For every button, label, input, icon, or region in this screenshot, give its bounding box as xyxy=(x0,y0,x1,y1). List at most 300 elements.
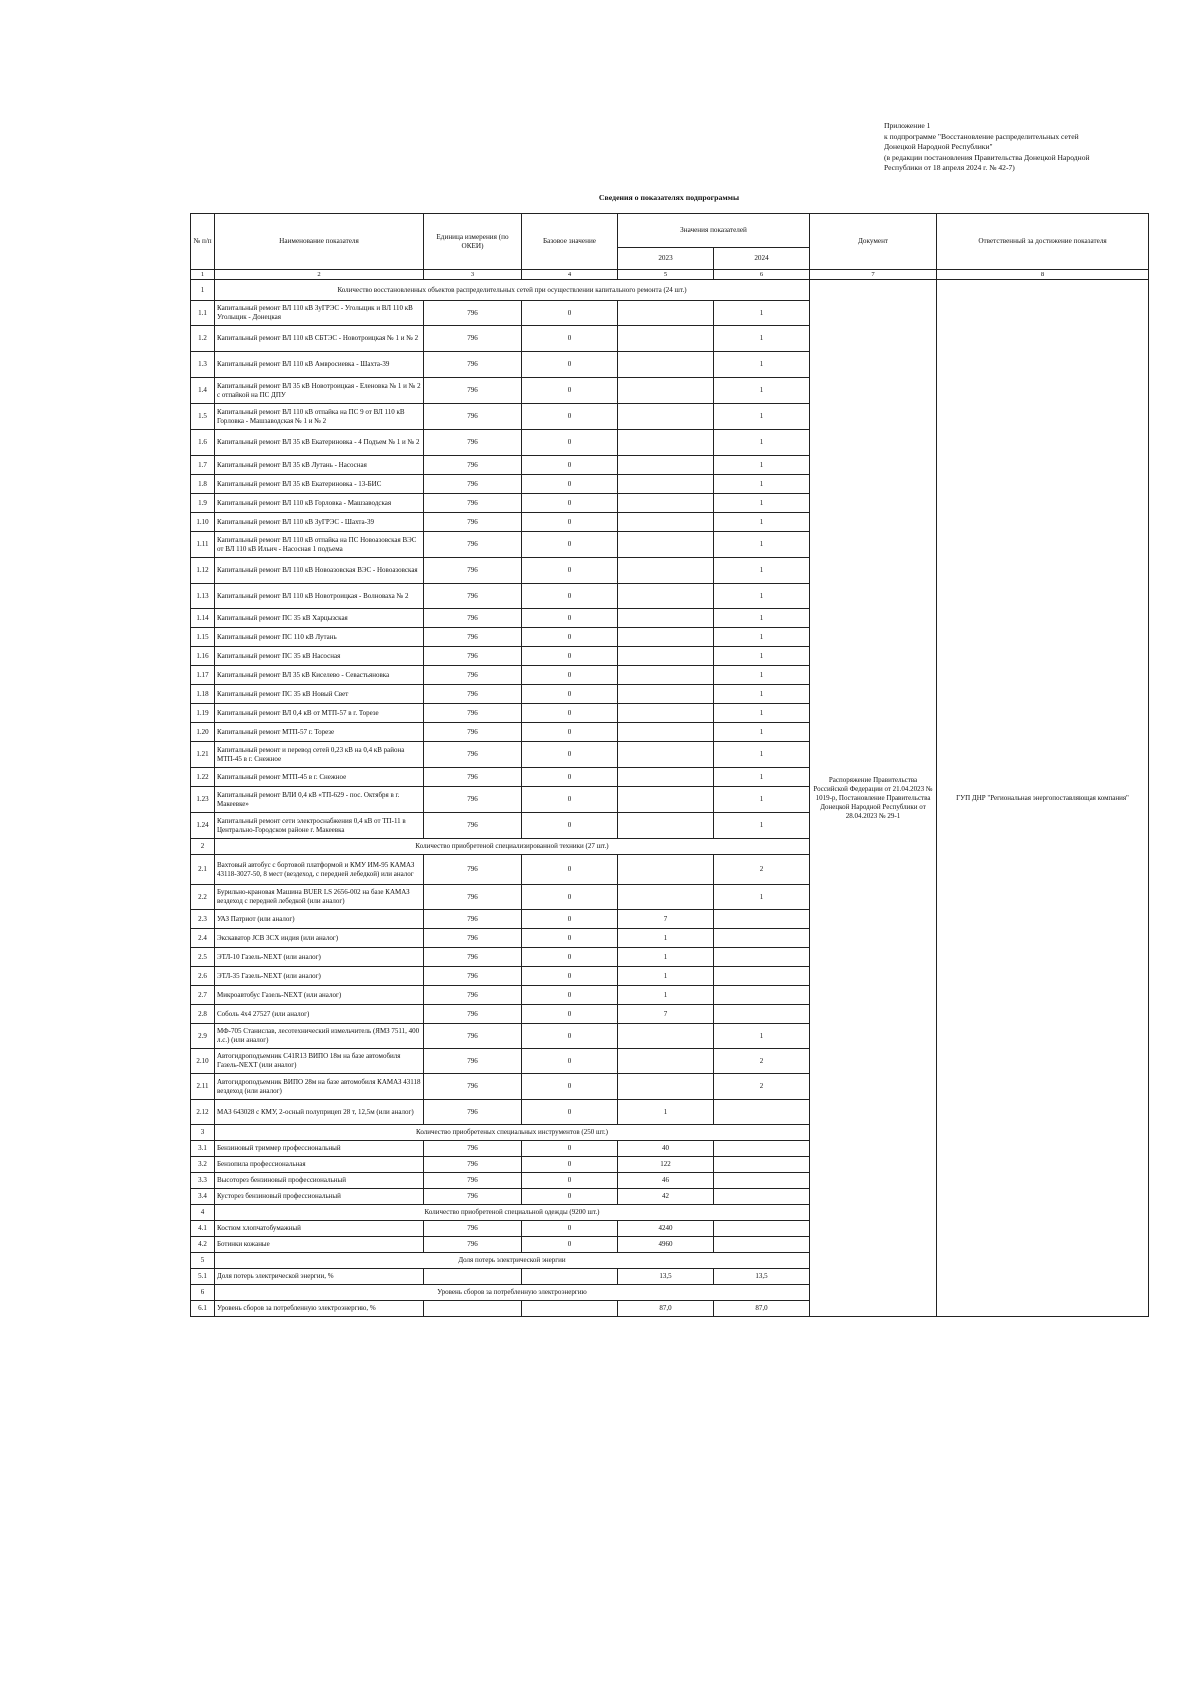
row-number: 2.7 xyxy=(191,986,215,1005)
indicator-name: Капитальный ремонт ПС 35 кВ Новый Свет xyxy=(215,685,424,704)
value-2024 xyxy=(714,1237,810,1253)
value-2024: 2 xyxy=(714,1074,810,1100)
unit-code: 796 xyxy=(424,1074,522,1100)
value-2023 xyxy=(618,456,714,475)
section-number: 1 xyxy=(191,280,215,301)
colnum: 4 xyxy=(522,270,618,280)
row-number: 5.1 xyxy=(191,1269,215,1285)
section-title: Количество приобретеной специальной одежды (9200 шт.) xyxy=(215,1205,810,1221)
unit-code: 796 xyxy=(424,1173,522,1189)
value-2024: 87,0 xyxy=(714,1301,810,1317)
value-2023 xyxy=(618,1074,714,1100)
value-2023 xyxy=(618,430,714,456)
indicator-name: Капитальный ремонт МТП-45 в г. Снежное xyxy=(215,768,424,787)
indicator-name: УАЗ Патриот (или аналог) xyxy=(215,910,424,929)
base-value: 0 xyxy=(522,352,618,378)
indicator-name: Бензопила профессиональная xyxy=(215,1157,424,1173)
base-value: 0 xyxy=(522,628,618,647)
value-2024: 1 xyxy=(714,704,810,723)
value-2023: 4960 xyxy=(618,1237,714,1253)
row-number: 1.10 xyxy=(191,513,215,532)
unit-code: 796 xyxy=(424,742,522,768)
base-value: 0 xyxy=(522,704,618,723)
base-value: 0 xyxy=(522,787,618,813)
value-2023: 13,5 xyxy=(618,1269,714,1285)
value-2024: 2 xyxy=(714,1049,810,1074)
row-number: 2.2 xyxy=(191,885,215,910)
unit-code: 796 xyxy=(424,475,522,494)
value-2023: 1 xyxy=(618,967,714,986)
base-value: 0 xyxy=(522,768,618,787)
section-title: Количество приобретеных специальных инструментов (250 шт.) xyxy=(215,1125,810,1141)
unit-code: 796 xyxy=(424,1049,522,1074)
value-2024: 1 xyxy=(714,352,810,378)
unit-code: 796 xyxy=(424,1024,522,1049)
indicator-name: ЭТЛ-35 Газель-NEXT (или аналог) xyxy=(215,967,424,986)
value-2023 xyxy=(618,855,714,885)
value-2023: 122 xyxy=(618,1157,714,1173)
indicator-name: Капитальный ремонт ВЛ 35 кВ Киселево - Севастьяновка xyxy=(215,666,424,685)
row-number: 1.7 xyxy=(191,456,215,475)
row-number: 1.6 xyxy=(191,430,215,456)
base-value: 0 xyxy=(522,1237,618,1253)
value-2024: 1 xyxy=(714,558,810,584)
section-title: Уровень сборов за потребленную электроэнергию xyxy=(215,1285,810,1301)
value-2024 xyxy=(714,910,810,929)
indicator-name: Микроавтобус Газель-NEXT (или аналог) xyxy=(215,986,424,1005)
indicator-name: Капитальный ремонт сети электроснабжения 0,4 кВ от ТП-11 в Центрально-Городском районе г. Макеевка xyxy=(215,813,424,839)
header-unit: Единица измерения (по ОКЕИ) xyxy=(424,214,522,270)
base-value: 0 xyxy=(522,301,618,326)
unit-code: 796 xyxy=(424,456,522,475)
indicator-name: Кусторез бензиновый профессиональный xyxy=(215,1189,424,1205)
value-2024: 1 xyxy=(714,513,810,532)
indicator-name: Костюм хлопчатобумажный xyxy=(215,1221,424,1237)
unit-code: 796 xyxy=(424,787,522,813)
base-value: 0 xyxy=(522,1141,618,1157)
indicator-name: Уровень сборов за потребленную электроэнергию, % xyxy=(215,1301,424,1317)
unit-code: 796 xyxy=(424,1100,522,1125)
responsible-cell: ГУП ДНР "Региональная энергопоставляющая компания" xyxy=(937,280,1149,1317)
column-number-row xyxy=(191,270,1149,280)
row-number: 2.4 xyxy=(191,929,215,948)
indicator-name: Капитальный ремонт ВЛ 110 кВ Новотроицкая - Волноваха № 2 xyxy=(215,584,424,609)
unit-code: 796 xyxy=(424,301,522,326)
unit-code: 796 xyxy=(424,513,522,532)
header-name: Наименование показателя xyxy=(215,214,424,270)
unit-code: 796 xyxy=(424,704,522,723)
row-number: 2.11 xyxy=(191,1074,215,1100)
header-num: № п/п xyxy=(191,214,215,270)
colnum: 7 xyxy=(810,270,937,280)
indicators-table xyxy=(190,213,1149,1317)
header-values: Значения показателей xyxy=(618,214,810,248)
row-number: 3.3 xyxy=(191,1173,215,1189)
base-value: 0 xyxy=(522,326,618,352)
base-value: 0 xyxy=(522,1024,618,1049)
unit-code: 796 xyxy=(424,430,522,456)
base-value: 0 xyxy=(522,456,618,475)
indicator-name: Бензиновый триммер профессиональный xyxy=(215,1141,424,1157)
value-2024 xyxy=(714,986,810,1005)
unit-code: 796 xyxy=(424,558,522,584)
indicator-name: Капитальный ремонт ВЛ 35 кВ Екатериновка - 4 Подъем № 1 и № 2 xyxy=(215,430,424,456)
base-value: 0 xyxy=(522,742,618,768)
unit-code: 796 xyxy=(424,885,522,910)
header-year-2024: 2024 xyxy=(714,248,810,270)
value-2023 xyxy=(618,1024,714,1049)
base-value: 0 xyxy=(522,494,618,513)
section-number: 6 xyxy=(191,1285,215,1301)
value-2023 xyxy=(618,584,714,609)
unit-code: 796 xyxy=(424,532,522,558)
value-2023 xyxy=(618,647,714,666)
value-2024: 1 xyxy=(714,768,810,787)
unit-code: 796 xyxy=(424,1237,522,1253)
row-number: 2.1 xyxy=(191,855,215,885)
base-value: 0 xyxy=(522,1189,618,1205)
value-2024: 1 xyxy=(714,456,810,475)
value-2024: 1 xyxy=(714,628,810,647)
value-2024: 1 xyxy=(714,787,810,813)
value-2023 xyxy=(618,558,714,584)
indicator-name: Капитальный ремонт и перевод сетей 0,23 кВ на 0,4 кВ района МТП-45 в г. Снежное xyxy=(215,742,424,768)
base-value: 0 xyxy=(522,1157,618,1173)
base-value: 0 xyxy=(522,666,618,685)
unit-code: 796 xyxy=(424,929,522,948)
indicator-name: Высоторез бензиновый профессиональный xyxy=(215,1173,424,1189)
unit-code: 796 xyxy=(424,813,522,839)
section-number: 4 xyxy=(191,1205,215,1221)
unit-code: 796 xyxy=(424,1141,522,1157)
value-2023 xyxy=(618,494,714,513)
value-2023: 1 xyxy=(618,948,714,967)
base-value xyxy=(522,1301,618,1317)
unit-code: 796 xyxy=(424,855,522,885)
header-year-2023: 2023 xyxy=(618,248,714,270)
value-2023 xyxy=(618,1049,714,1074)
row-number: 1.5 xyxy=(191,404,215,430)
value-2024 xyxy=(714,1221,810,1237)
value-2024: 1 xyxy=(714,1024,810,1049)
base-value: 0 xyxy=(522,647,618,666)
base-value: 0 xyxy=(522,513,618,532)
indicator-name: Капитальный ремонт ВЛИ 0,4 кВ «ТП-629 - пос. Октября в г. Макеевке» xyxy=(215,787,424,813)
unit-code xyxy=(424,1301,522,1317)
value-2024 xyxy=(714,929,810,948)
unit-code: 796 xyxy=(424,948,522,967)
base-value: 0 xyxy=(522,404,618,430)
value-2024 xyxy=(714,1100,810,1125)
value-2024: 1 xyxy=(714,475,810,494)
section-row xyxy=(191,280,1149,301)
value-2024: 1 xyxy=(714,494,810,513)
colnum: 3 xyxy=(424,270,522,280)
value-2024: 13,5 xyxy=(714,1269,810,1285)
unit-code: 796 xyxy=(424,768,522,787)
unit-code: 796 xyxy=(424,628,522,647)
value-2023: 1 xyxy=(618,929,714,948)
colnum: 5 xyxy=(618,270,714,280)
row-number: 3.2 xyxy=(191,1157,215,1173)
appendix-line: к подпрограмме "Восстановление распределительных сетей xyxy=(884,131,1079,141)
indicator-name: Капитальный ремонт ВЛ 110 кВ ЗуГРЭС - Шахта-39 xyxy=(215,513,424,532)
base-value: 0 xyxy=(522,723,618,742)
unit-code: 796 xyxy=(424,986,522,1005)
value-2024: 1 xyxy=(714,609,810,628)
header-document: Документ xyxy=(810,214,937,270)
value-2023 xyxy=(618,378,714,404)
indicator-name: МАЗ 643028 с КМУ, 2-осный полуприцеп 28 т, 12,5м (или аналог) xyxy=(215,1100,424,1125)
unit-code: 796 xyxy=(424,1189,522,1205)
value-2024 xyxy=(714,948,810,967)
row-number: 1.9 xyxy=(191,494,215,513)
value-2023: 4240 xyxy=(618,1221,714,1237)
unit-code: 796 xyxy=(424,723,522,742)
unit-code: 796 xyxy=(424,584,522,609)
indicator-name: Экскаватор JCB 3CX индия (или аналог) xyxy=(215,929,424,948)
row-number: 1.18 xyxy=(191,685,215,704)
base-value: 0 xyxy=(522,532,618,558)
unit-code: 796 xyxy=(424,494,522,513)
row-number: 1.1 xyxy=(191,301,215,326)
base-value: 0 xyxy=(522,475,618,494)
value-2024: 1 xyxy=(714,723,810,742)
row-number: 3.1 xyxy=(191,1141,215,1157)
row-number: 1.8 xyxy=(191,475,215,494)
section-title: Количество приобретеной специализированной техники (27 шт.) xyxy=(215,839,810,855)
value-2023 xyxy=(618,352,714,378)
value-2023 xyxy=(618,475,714,494)
indicator-name: МФ-705 Станислав, лесотехнический измельчитель (ЯМЗ 7511, 400 л.с.) (или аналог) xyxy=(215,1024,424,1049)
row-number: 1.21 xyxy=(191,742,215,768)
value-2023 xyxy=(618,723,714,742)
unit-code: 796 xyxy=(424,967,522,986)
value-2023 xyxy=(618,704,714,723)
value-2024: 1 xyxy=(714,326,810,352)
value-2023: 7 xyxy=(618,910,714,929)
unit-code: 796 xyxy=(424,378,522,404)
document-title: Сведения о показателях подпрограммы xyxy=(598,193,740,202)
value-2024 xyxy=(714,1005,810,1024)
value-2023 xyxy=(618,685,714,704)
colnum: 6 xyxy=(714,270,810,280)
header-responsible: Ответственный за достижение показателя xyxy=(937,214,1149,270)
indicator-name: Автогидроподъемник C41R13 ВИПО 18м на базе автомобиля Газель-NEXT (или аналог) xyxy=(215,1049,424,1074)
row-number: 1.19 xyxy=(191,704,215,723)
row-number: 4.1 xyxy=(191,1221,215,1237)
appendix-line: (в редакции постановления Правительства Донецкой Народной xyxy=(884,152,1090,162)
row-number: 1.12 xyxy=(191,558,215,584)
base-value: 0 xyxy=(522,1074,618,1100)
unit-code: 796 xyxy=(424,352,522,378)
colnum: 8 xyxy=(937,270,1149,280)
value-2023: 1 xyxy=(618,1100,714,1125)
value-2024: 1 xyxy=(714,647,810,666)
row-number: 1.13 xyxy=(191,584,215,609)
row-number: 2.10 xyxy=(191,1049,215,1074)
appendix-line: Приложение 1 xyxy=(884,121,931,130)
appendix-note xyxy=(884,121,1174,174)
base-value: 0 xyxy=(522,609,618,628)
row-number: 2.6 xyxy=(191,967,215,986)
indicator-name: Капитальный ремонт ПС 35 кВ Харцызская xyxy=(215,609,424,628)
value-2023: 46 xyxy=(618,1173,714,1189)
base-value: 0 xyxy=(522,813,618,839)
appendix-line: Республики от 18 апреля 2024 г. № 42-7) xyxy=(884,163,1015,173)
value-2024: 1 xyxy=(714,885,810,910)
value-2023 xyxy=(618,301,714,326)
row-number: 1.3 xyxy=(191,352,215,378)
value-2023 xyxy=(618,813,714,839)
base-value: 0 xyxy=(522,558,618,584)
value-2024: 1 xyxy=(714,378,810,404)
value-2024: 2 xyxy=(714,855,810,885)
indicator-name: Капитальный ремонт ВЛ 35 кВ Лутань - Насосная xyxy=(215,456,424,475)
row-number: 1.4 xyxy=(191,378,215,404)
indicator-name: Капитальный ремонт ВЛ 110 кВ СБТЭС - Новотроицкая № 1 и № 2 xyxy=(215,326,424,352)
header-base: Базовое значение xyxy=(522,214,618,270)
indicator-name: Ботинки кожаные xyxy=(215,1237,424,1253)
value-2023 xyxy=(618,628,714,647)
unit-code: 796 xyxy=(424,609,522,628)
indicator-name: Капитальный ремонт ВЛ 0,4 кВ от МТП-57 в г. Торезе xyxy=(215,704,424,723)
colnum: 2 xyxy=(215,270,424,280)
value-2023 xyxy=(618,609,714,628)
value-2024 xyxy=(714,1189,810,1205)
value-2024 xyxy=(714,967,810,986)
value-2024: 1 xyxy=(714,404,810,430)
base-value: 0 xyxy=(522,967,618,986)
value-2024 xyxy=(714,1157,810,1173)
section-title: Доля потерь электрической энергии xyxy=(215,1253,810,1269)
unit-code: 796 xyxy=(424,685,522,704)
unit-code: 796 xyxy=(424,1221,522,1237)
row-number: 2.8 xyxy=(191,1005,215,1024)
value-2024 xyxy=(714,1173,810,1189)
indicator-name: ЭТЛ-10 Газель-NEXT (или аналог) xyxy=(215,948,424,967)
section-number: 3 xyxy=(191,1125,215,1141)
indicator-name: Капитальный ремонт ВЛ 110 кВ Амвросиевка - Шахта-39 xyxy=(215,352,424,378)
row-number: 1.11 xyxy=(191,532,215,558)
base-value: 0 xyxy=(522,1221,618,1237)
base-value: 0 xyxy=(522,929,618,948)
row-number: 6.1 xyxy=(191,1301,215,1317)
value-2023 xyxy=(618,326,714,352)
row-number: 1.22 xyxy=(191,768,215,787)
value-2023: 42 xyxy=(618,1189,714,1205)
indicator-name: Вахтовый автобус с бортовой платформой и КМУ ИМ-95 КАМАЗ 43118-3027-50, 8 мест (вездеход, с передней лебедкой) или аналог xyxy=(215,855,424,885)
document-cell: Распоряжение Правительства Российской Федерации от 21.04.2023 № 1019-р, Постановление Правительства Донецкой Народной Республики от 28.04.2023 № 29-1 xyxy=(810,280,937,1317)
value-2024: 1 xyxy=(714,584,810,609)
base-value: 0 xyxy=(522,885,618,910)
value-2023 xyxy=(618,666,714,685)
indicator-name: Капитальный ремонт ВЛ 110 кВ отпайка на ПС 9 от ВЛ 110 кВ Горловка - Машзаводская № 1 и № 2 xyxy=(215,404,424,430)
base-value: 0 xyxy=(522,1049,618,1074)
indicator-name: Доля потерь электрической энергии, % xyxy=(215,1269,424,1285)
row-number: 3.4 xyxy=(191,1189,215,1205)
value-2023 xyxy=(618,513,714,532)
value-2023: 87,0 xyxy=(618,1301,714,1317)
row-number: 1.17 xyxy=(191,666,215,685)
indicator-name: Капитальный ремонт МТП-57 г. Торезе xyxy=(215,723,424,742)
row-number: 2.9 xyxy=(191,1024,215,1049)
section-number: 2 xyxy=(191,839,215,855)
base-value: 0 xyxy=(522,855,618,885)
value-2024: 1 xyxy=(714,301,810,326)
value-2024 xyxy=(714,1141,810,1157)
value-2024: 1 xyxy=(714,742,810,768)
base-value: 0 xyxy=(522,948,618,967)
value-2023 xyxy=(618,404,714,430)
value-2023: 40 xyxy=(618,1141,714,1157)
base-value xyxy=(522,1269,618,1285)
base-value: 0 xyxy=(522,986,618,1005)
value-2023 xyxy=(618,742,714,768)
indicator-name: Капитальный ремонт ВЛ 110 кВ Новоазовская ВЭС - Новоазовская xyxy=(215,558,424,584)
indicator-name: Капитальный ремонт ВЛ 110 кВ ЗуГРЭС - Угольщик и ВЛ 110 кВ Угольщик - Донецкая xyxy=(215,301,424,326)
value-2024: 1 xyxy=(714,430,810,456)
indicator-name: Капитальный ремонт ВЛ 35 кВ Новотроицкая - Еленовка № 1 и № 2 с отпайкой на ПС ДПУ xyxy=(215,378,424,404)
base-value: 0 xyxy=(522,685,618,704)
row-number: 1.2 xyxy=(191,326,215,352)
value-2024: 1 xyxy=(714,532,810,558)
section-title: Количество восстановленных объектов распределительных сетей при осуществлении капитального ремонта (24 шт.) xyxy=(215,280,810,301)
indicator-name: Капитальный ремонт ВЛ 110 кВ отпайка на ПС Новоазовская ВЭС от ВЛ 110 кВ Ильич - Насосная 1 подъема xyxy=(215,532,424,558)
base-value: 0 xyxy=(522,378,618,404)
unit-code: 796 xyxy=(424,910,522,929)
value-2023: 7 xyxy=(618,1005,714,1024)
section-number: 5 xyxy=(191,1253,215,1269)
base-value: 0 xyxy=(522,584,618,609)
base-value: 0 xyxy=(522,430,618,456)
base-value: 0 xyxy=(522,1173,618,1189)
row-number: 1.20 xyxy=(191,723,215,742)
value-2023 xyxy=(618,768,714,787)
value-2023 xyxy=(618,787,714,813)
unit-code: 796 xyxy=(424,666,522,685)
unit-code: 796 xyxy=(424,647,522,666)
row-number: 2.5 xyxy=(191,948,215,967)
indicator-name: Соболь 4х4 27527 (или аналог) xyxy=(215,1005,424,1024)
appendix-line: Донецкой Народной Республики" xyxy=(884,142,993,152)
row-number: 1.16 xyxy=(191,647,215,666)
indicator-name: Капитальный ремонт ПС 35 кВ Насосная xyxy=(215,647,424,666)
row-number: 1.14 xyxy=(191,609,215,628)
value-2023 xyxy=(618,885,714,910)
base-value: 0 xyxy=(522,1005,618,1024)
row-number: 1.23 xyxy=(191,787,215,813)
value-2024: 1 xyxy=(714,813,810,839)
base-value: 0 xyxy=(522,1100,618,1125)
value-2023 xyxy=(618,532,714,558)
unit-code: 796 xyxy=(424,1157,522,1173)
row-number: 1.15 xyxy=(191,628,215,647)
indicator-name: Бурильно-крановая Машина BUER LS 2656-002 на базе КАМАЗ вездеход с передней лебедкой (или аналог) xyxy=(215,885,424,910)
unit-code: 796 xyxy=(424,1005,522,1024)
indicator-name: Капитальный ремонт ВЛ 110 кВ Горловка - Машзаводская xyxy=(215,494,424,513)
indicator-name: Капитальный ремонт ПС 110 кВ Лутань xyxy=(215,628,424,647)
row-number: 2.12 xyxy=(191,1100,215,1125)
row-number: 4.2 xyxy=(191,1237,215,1253)
base-value: 0 xyxy=(522,910,618,929)
unit-code xyxy=(424,1269,522,1285)
value-2024: 1 xyxy=(714,685,810,704)
row-number: 2.3 xyxy=(191,910,215,929)
value-2023: 1 xyxy=(618,986,714,1005)
value-2024: 1 xyxy=(714,666,810,685)
indicator-name: Автогидроподъемник ВИПО 28м на базе автомобиля КАМАЗ 43118 вездеход (или аналог) xyxy=(215,1074,424,1100)
